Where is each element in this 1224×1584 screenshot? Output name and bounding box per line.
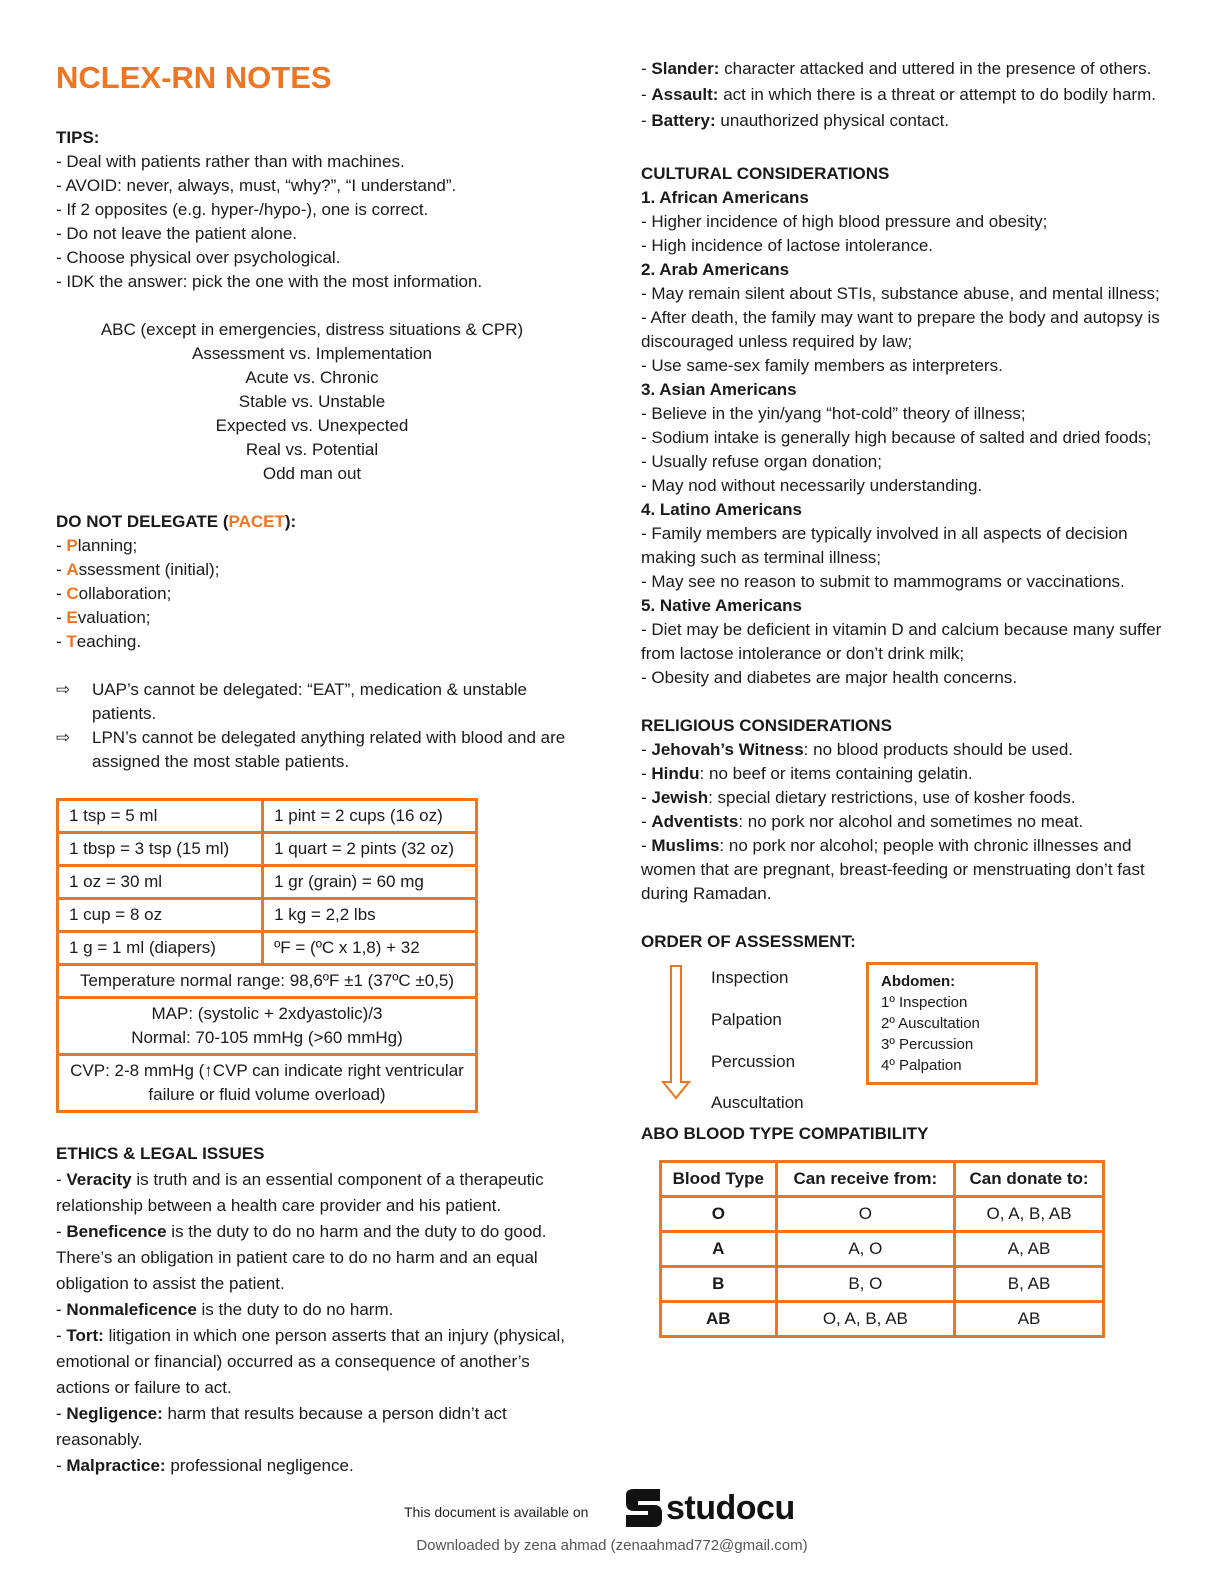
ethics-continued (641, 56, 1171, 134)
abdomen-step: 4º Palpation (881, 1057, 962, 1074)
priority-item: Stable vs. Unstable (238, 392, 386, 411)
footer-downloaded-text: Downloaded by zena ahmad (zenaahmad772@gmail.com) (416, 1537, 808, 1554)
column-header: Can donate to: (955, 1162, 1104, 1197)
delegate-heading: DO NOT DELEGATE (PACET): (56, 512, 297, 531)
assessment-step: Inspection (711, 968, 789, 987)
table-cell: ºF = (ºC x 1,8) + 32 (263, 932, 477, 965)
assessment-diagram (641, 962, 1171, 1122)
cultural-section (641, 162, 1171, 690)
priority-item: Acute vs. Chronic (245, 368, 379, 387)
cultural-group-title: 4. Latino Americans (641, 500, 802, 519)
table-row (661, 1267, 1104, 1302)
ethics-item: - Beneficence is the duty to do no harm and the duty to do good. There’s an obligation in patient care to do no harm and an equal obligation to assist the patient. (56, 1222, 547, 1293)
table-row (58, 932, 477, 965)
cultural-group-title: 3. Asian Americans (641, 380, 797, 399)
religious-item: - Adventists: no pork nor alcohol and sometimes no meat. (641, 812, 1084, 831)
priorities-list (56, 318, 568, 486)
ethics-item: - Negligence: harm that results because a person didn’t act reasonably. (56, 1404, 507, 1449)
ethics-item: - Battery: unauthorized physical contact. (641, 111, 950, 130)
religious-heading: RELIGIOUS CONSIDERATIONS (641, 716, 892, 735)
cvp-cell: CVP: 2-8 mmHg (↑CVP can indicate right ventricular failure or fluid volume overload) (58, 1055, 477, 1112)
religious-item: - Muslims: no pork nor alcohol; people with chronic illnesses and women that are pregnant, breast-feeding or menstruating don’t fast during Ramadan. (641, 836, 1145, 903)
table-cell: O, A, B, AB (955, 1197, 1104, 1232)
priority-item: Odd man out (262, 464, 362, 483)
table-cell: 1 cup = 8 oz (58, 899, 263, 932)
abdomen-step: 3º Percussion (881, 1036, 974, 1053)
cultural-item: - After death, the family may want to prepare the body and autopsy is discouraged unless required by law; (641, 308, 1160, 351)
table-row (661, 1232, 1104, 1267)
cultural-item: - May nod without necessarily understanding. (641, 476, 983, 495)
cultural-item: - Family members are typically involved in all aspects of decision making such as terminal illness; (641, 524, 1128, 567)
ethics-item: - Veracity is truth and is an essential component of a therapeutic relationship between a health care provider and his patient. (56, 1170, 544, 1215)
arrow-icon: ⇨ (56, 728, 71, 747)
religious-section (641, 714, 1171, 906)
religious-item: - Jewish: special dietary restrictions, use of kosher foods. (641, 788, 1076, 807)
abdomen-box (866, 962, 1038, 1085)
ethics-item: - Assault: act in which there is a threat or attempt to do bodily harm. (641, 85, 1156, 104)
table-cell: 1 tbsp = 3 tsp (15 ml) (58, 833, 263, 866)
assessment-section (641, 930, 1171, 1122)
priority-item: Real vs. Potential (245, 440, 379, 459)
ethics-heading: ETHICS & LEGAL ISSUES (56, 1144, 265, 1163)
table-cell: AB (955, 1302, 1104, 1337)
table-row (661, 1197, 1104, 1232)
tip-item: - If 2 opposites (e.g. hyper-/hypo-), one is correct. (56, 200, 429, 219)
cultural-group-title: 1. African Americans (641, 188, 809, 207)
religious-item: - Hindu: no beef or items containing gelatin. (641, 764, 973, 783)
table-cell: B, O (776, 1267, 954, 1302)
table-row (58, 833, 477, 866)
abdomen-step: 1º Inspection (881, 994, 968, 1011)
delegate-item: - Evaluation; (56, 608, 151, 627)
table-cell: A (661, 1232, 777, 1267)
table-cell: O, A, B, AB (776, 1302, 954, 1337)
table-cell: 1 gr (grain) = 60 mg (263, 866, 477, 899)
studocu-brand-text: studocu (666, 1489, 795, 1527)
page-title: NCLEX-RN NOTES (56, 60, 332, 95)
delegate-item: - Collaboration; (56, 584, 172, 603)
studocu-logo-icon (620, 1485, 666, 1531)
tip-item: - AVOID: never, always, must, “why?”, “I understand”. (56, 176, 457, 195)
delegate-note: ⇨ UAP’s cannot be delegated: “EAT”, medication & unstable patients. (56, 678, 576, 726)
assessment-step: Auscultation (711, 1093, 804, 1112)
table-row (58, 866, 477, 899)
cultural-item: - Usually refuse organ donation; (641, 452, 882, 471)
table-cell: 1 oz = 30 ml (58, 866, 263, 899)
ethics-section (56, 1141, 576, 1479)
table-row (661, 1302, 1104, 1337)
delegate-note: ⇨ LPN’s cannot be delegated anything related with blood and are assigned the most stable patients. (56, 726, 576, 774)
cultural-group-title: 5. Native Americans (641, 596, 802, 615)
assessment-step: Palpation (711, 1010, 782, 1029)
priority-item: ABC (except in emergencies, distress situations & CPR) (100, 320, 524, 339)
abo-table (659, 1160, 1105, 1338)
table-cell: O (661, 1197, 777, 1232)
table-cell: A, O (776, 1232, 954, 1267)
column-header: Can receive from: (776, 1162, 954, 1197)
cultural-item: - Diet may be deficient in vitamin D and calcium because many suffer from lactose intolerance or don’t drink milk; (641, 620, 1162, 663)
cultural-item: - Sodium intake is generally high because of salted and dried foods; (641, 428, 1152, 447)
ethics-item: - Tort: litigation in which one person asserts that an injury (physical, emotional or financial) occurred as a consequence of another’s actions or failure to act. (56, 1326, 565, 1397)
cultural-heading: CULTURAL CONSIDERATIONS (641, 164, 890, 183)
tip-item: - IDK the answer: pick the one with the most information. (56, 272, 483, 291)
table-cell: 1 tsp = 5 ml (58, 800, 263, 833)
delegate-item: - Assessment (initial); (56, 560, 220, 579)
table-header-row (661, 1162, 1104, 1197)
delegate-item: - Planning; (56, 536, 138, 555)
table-row (58, 1055, 477, 1112)
column-header: Blood Type (661, 1162, 777, 1197)
right-column (641, 56, 1171, 1338)
table-cell: AB (661, 1302, 777, 1337)
cultural-group-title: 2. Arab Americans (641, 260, 790, 279)
ethics-item: - Malpractice: professional negligence. (56, 1456, 354, 1475)
table-cell: 1 g = 1 ml (diapers) (58, 932, 263, 965)
table-row (58, 998, 477, 1055)
table-cell: B (661, 1267, 777, 1302)
priority-item: Assessment vs. Implementation (192, 344, 432, 363)
map-cell: MAP: (systolic + 2xdyastolic)/3 Normal: 70-105 mmHg (>60 mmHg) (58, 998, 477, 1055)
delegate-item: - Teaching. (56, 632, 142, 651)
abo-section (641, 1122, 1171, 1338)
ethics-item: - Slander: character attacked and uttered in the presence of others. (641, 59, 1152, 78)
arrow-icon: ⇨ (56, 680, 71, 699)
footer-available-text: This document is available on (404, 1504, 589, 1520)
abdomen-step: 2º Auscultation (881, 1015, 980, 1032)
conversion-table (56, 798, 478, 1113)
table-cell: 1 pint = 2 cups (16 oz) (263, 800, 477, 833)
priority-item: Expected vs. Unexpected (215, 416, 409, 435)
cultural-item: - May remain silent about STIs, substance abuse, and mental illness; (641, 284, 1160, 303)
cultural-item: - High incidence of lactose intolerance. (641, 236, 933, 255)
cultural-item: - Obesity and diabetes are major health concerns. (641, 668, 1018, 687)
tip-item: - Do not leave the patient alone. (56, 224, 297, 243)
cultural-item: - Believe in the yin/yang “hot-cold” theory of illness; (641, 404, 1026, 423)
assessment-step: Percussion (711, 1052, 796, 1071)
cultural-item: - Higher incidence of high blood pressure and obesity; (641, 212, 1048, 231)
table-row (58, 899, 477, 932)
down-arrow-icon (661, 964, 691, 1100)
left-column (56, 58, 576, 1479)
tips-section (56, 126, 576, 294)
table-row (58, 965, 477, 998)
cultural-item: - Use same-sex family members as interpreters. (641, 356, 1003, 375)
table-cell: B, AB (955, 1267, 1104, 1302)
ethics-item: - Nonmaleficence is the duty to do no harm. (56, 1300, 394, 1319)
abo-heading: ABO BLOOD TYPE COMPATIBILITY (641, 1124, 929, 1143)
delegate-section (56, 510, 576, 774)
table-row (58, 800, 477, 833)
tips-heading: TIPS: (56, 128, 100, 147)
temperature-cell: Temperature normal range: 98,6ºF ±1 (37ºC ±0,5) (58, 965, 477, 998)
assessment-heading: ORDER OF ASSESSMENT: (641, 932, 856, 951)
table-cell: O (776, 1197, 954, 1232)
table-cell: 1 kg = 2,2 lbs (263, 899, 477, 932)
studocu-logo-link[interactable] (620, 1485, 795, 1531)
abdomen-title: Abdomen: (881, 973, 956, 990)
table-cell: 1 quart = 2 pints (32 oz) (263, 833, 477, 866)
religious-item: - Jehovah’s Witness: no blood products should be used. (641, 740, 1074, 759)
cultural-item: - May see no reason to submit to mammograms or vaccinations. (641, 572, 1125, 591)
tip-item: - Deal with patients rather than with machines. (56, 152, 405, 171)
table-cell: A, AB (955, 1232, 1104, 1267)
tip-item: - Choose physical over psychological. (56, 248, 341, 267)
